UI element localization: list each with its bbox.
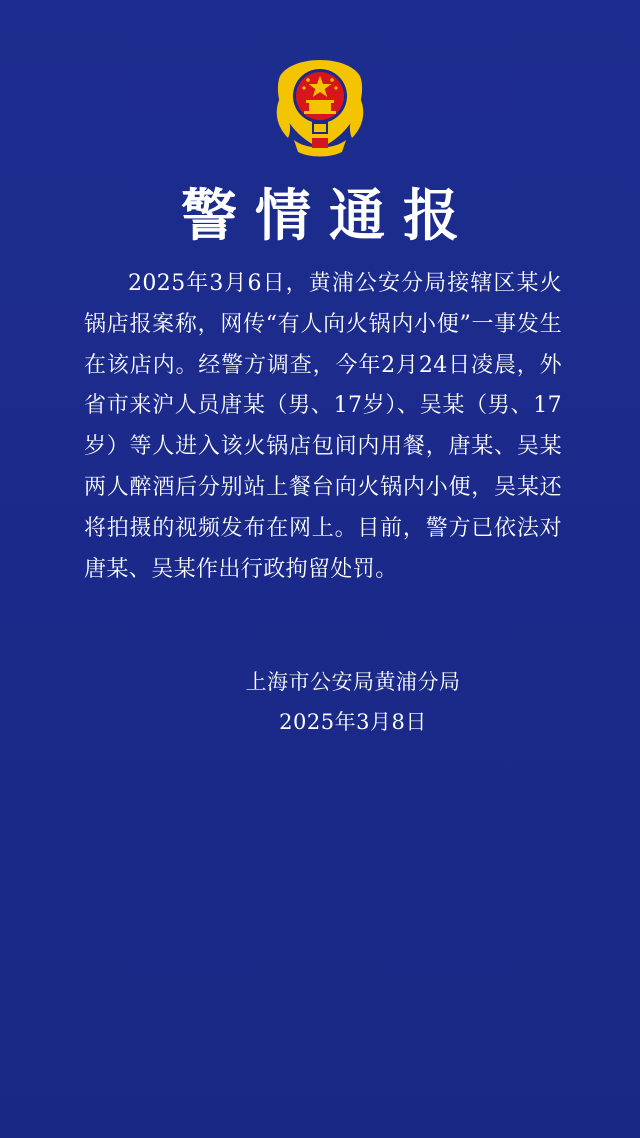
police-emblem-icon	[272, 58, 368, 158]
signature-organization: 上海市公安局黄浦分局	[245, 670, 461, 694]
notice-body: 2025年3月6日，黄浦公安分局接辖区某火锅店报案称，网传“有人向火锅内小便”一事发生在该店内。经警方调查，今年2月24日凌晨，外省市来沪人员唐某（男、17岁）、吴某（男、17岁）等人进入该火锅店包间内用餐，唐某、吴某两人醉酒后分别站上餐台向火锅内小便，吴某还将拍摄的视频发布在网上。目前，警方已依法对唐某、吴某作出行政拘留处罚。	[84, 271, 562, 582]
page-title: 警情通报	[181, 184, 477, 249]
signature-date: 2025年3月8日	[279, 710, 427, 734]
